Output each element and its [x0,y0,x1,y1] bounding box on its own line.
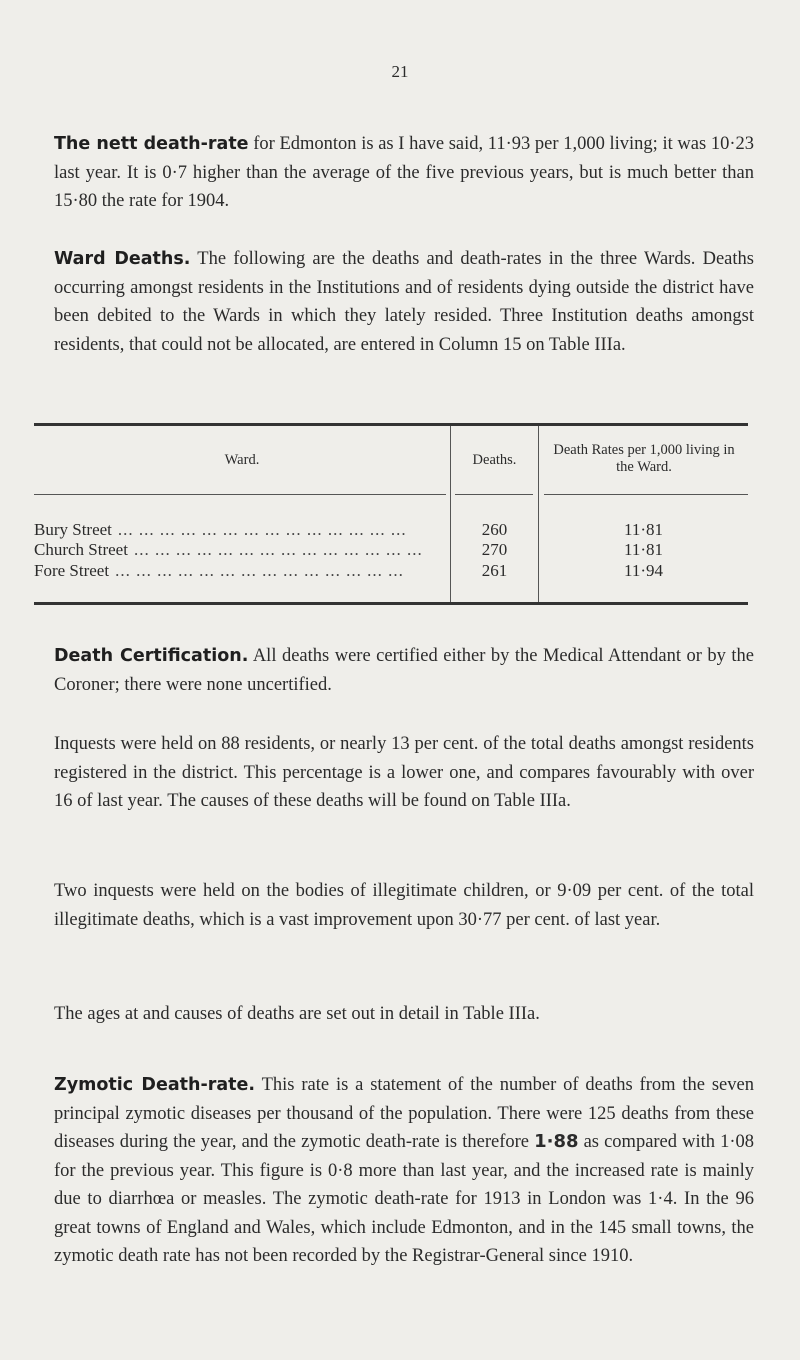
zymotic-rate-value: 1·88 [534,1131,579,1152]
table-bottom-rule [34,602,748,605]
header-death-rates: Death Rates per 1,000 living in the Ward. [553,442,735,475]
header-rule-deaths [455,494,533,495]
nett-death-rate-paragraph [54,130,754,216]
table-row [34,520,448,540]
header-rule-ward [34,494,446,495]
header-deaths: Deaths. [472,452,517,468]
death-certification-heading: Death Certification. [54,646,249,666]
inquests-paragraph [54,730,754,816]
table-row [34,540,448,560]
zymotic-text-a: This rate is a statement of the number of deaths from the seven principal zymotic diseases per thousand of the population. There were 125 deaths from these diseases during the year, and the zymotic death-rate is therefore [54,1075,754,1152]
rate-value: 11·94 [623,561,664,580]
rate-value: 11·81 [623,520,664,539]
ward-name: Bury Street [34,520,118,539]
ward-deaths-heading: Ward Deaths. [54,249,191,269]
zymotic-text-b: as compared with 1·08 for the previous year. This figure is 0·8 more than last year, and the increased rate is mainly due to diarrhœa or measles. The zymotic death-rate for 1913 in London was 1·4. In the 96 great towns of England and Wales, which include Edmonton, and in the 145 small towns, the zymotic death rate has not been recorded by the Registrar-General since 1910. [54,1132,754,1266]
leader-dots: ... ... ... ... ... ... ... ... ... ... ... ... ... ... [133,540,423,559]
ward-deaths-text: The following are the deaths and death-rates in the three Wards. Deaths occurring amongst residents in the Institutions and of residents dying outside the district have been debited to the Wards in which they lately resided. Three Institution deaths amongst residents, that could not be allocated, are entered in Column 15 on Table IIIa. [54,249,754,355]
death-certification-text: All deaths were certified either by the Medical Attendant or by the Coroner; there were none uncertified. [54,646,754,695]
ward-name: Church Street [34,540,134,559]
leader-dots: ... ... ... ... ... ... ... ... ... ... ... ... ... ... [117,520,407,539]
table-top-rule [34,423,748,426]
nett-death-rate-heading: The nett death-rate [54,134,249,154]
zymotic-death-rate-paragraph [54,1071,754,1271]
ward-deaths-table [34,423,748,605]
header-rule-rates [544,494,748,495]
page-number: 21 [391,62,409,81]
deaths-value: 270 [481,540,508,559]
inquests-text: Inquests were held on 88 residents, or nearly 13 per cent. of the total deaths amongst residents registered in the district. This percentage is a lower one, and compares favourably with over 16 of last year. The causes of these deaths will be found on Table IIIa. [54,734,754,811]
ages-causes-text: The ages at and causes of deaths are set out in detail in Table IIIa. [54,1004,540,1024]
illegitimate-inquests-paragraph [54,877,754,934]
rate-value: 11·81 [623,540,664,559]
deaths-value: 261 [481,561,508,580]
nett-death-rate-text: for Edmonton is as I have said, 11·93 per 1,000 living; it was 10·23 last year. It is 0·7 higher than the average of the five previous years, but is much better than 15·80 the rate for 1904. [54,134,754,211]
ages-causes-paragraph [54,1000,754,1029]
death-certification-paragraph [54,642,754,699]
leader-dots: ... ... ... ... ... ... ... ... ... ... ... ... ... ... [115,561,404,580]
illegitimate-inquests-text: Two inquests were held on the bodies of illegitimate children, or 9·09 per cent. of the total illegitimate deaths, which is a vast improvement upon 30·77 per cent. of last year. [54,881,754,930]
deaths-value: 260 [481,520,508,539]
table-row [34,561,448,581]
ward-deaths-paragraph [54,245,754,359]
header-ward: Ward. [224,452,260,468]
zymotic-death-rate-heading: Zymotic Death-rate. [54,1075,256,1095]
ward-name: Fore Street [34,561,115,580]
